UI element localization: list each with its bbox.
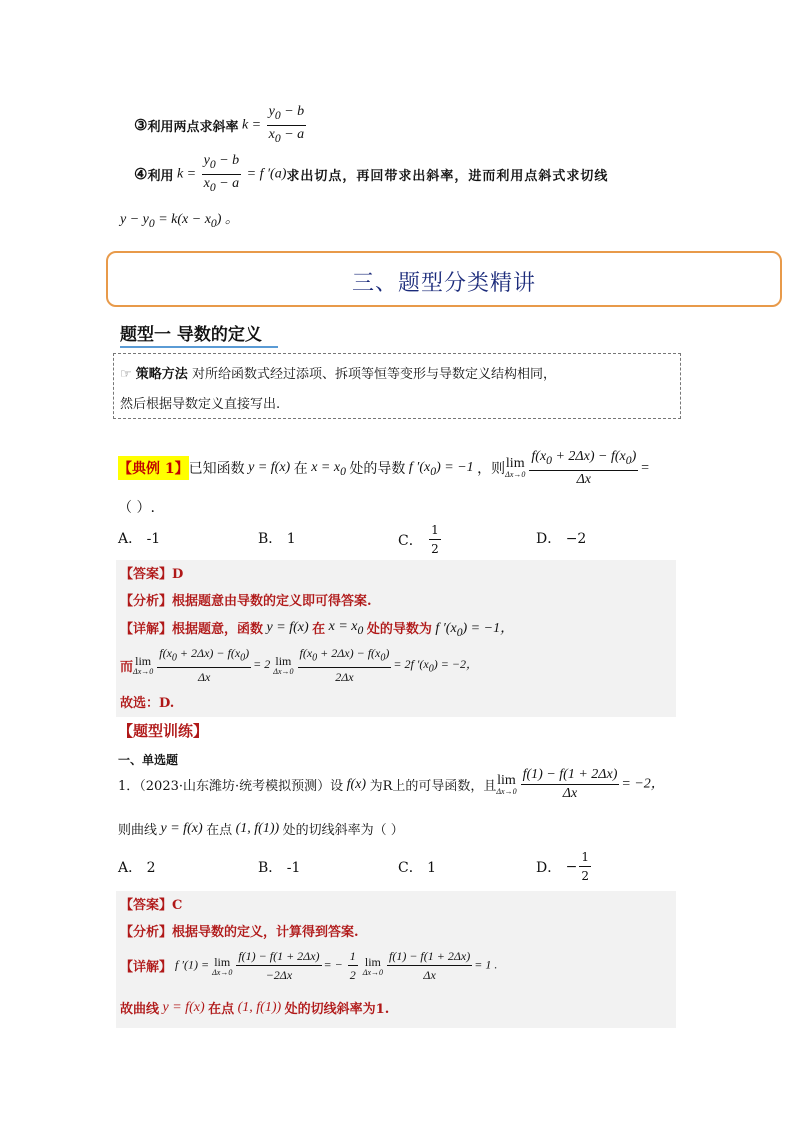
training-subtitle: 一、单选题 (118, 753, 179, 767)
item-3-label: 利用两点求斜率 (147, 119, 239, 135)
option-d-key: D． (536, 531, 562, 547)
q1-line-1 (118, 767, 665, 802)
derivative-value: f $'(x_0) = -1$ (405, 459, 478, 478)
option-a-value: -1 (146, 531, 161, 547)
detail-derivative: f $'(x_0) = -1$， (431, 621, 515, 639)
item-4 (134, 153, 608, 196)
circled-4-icon: ④ (134, 165, 148, 184)
fx-expr: y = f(x) (244, 460, 294, 476)
q1-conclusion-b: 在点 (208, 1002, 235, 1017)
strategy-line-1: 对所给函数式经过添项、拆项等恒等变形与导数定义结构相同， (191, 367, 556, 382)
example-answer (120, 563, 183, 582)
option-d[interactable] (536, 528, 586, 548)
q1-option-d-key: D． (536, 859, 562, 876)
detail-x0: $x = x_0$ (325, 619, 364, 637)
q1-option-c-value: 1 (427, 860, 437, 876)
q1-answer (120, 894, 182, 913)
q1-conclusion (120, 998, 389, 1017)
q1-prefix: 1．（2023·山东潍坊·统考模拟预测）设 (118, 779, 344, 794)
example-tag-num: 1 (164, 461, 175, 478)
strategy-label: 策略方法 (135, 367, 188, 382)
section-header-box (106, 251, 782, 307)
circled-3-icon: ③ (134, 116, 148, 135)
example-tag-open: 【典例 (118, 461, 160, 478)
q1-detail-label: 【详解】 (120, 960, 173, 975)
analysis-label: 【分析】 (120, 594, 173, 609)
item-4-text: 求出切点，再回带求出斜率，进而利用点斜式求切线 (286, 168, 609, 184)
q1-mid: 为R上的可导函数，且 (369, 779, 497, 794)
detail-fx: y = f(x) (263, 619, 313, 635)
q1-conclusion-curve: y = f(x) (159, 999, 209, 1015)
derivation-er: 而 (120, 659, 134, 675)
option-a-key: A． (118, 531, 143, 547)
detail-text-a: 根据题意，函数 (172, 622, 264, 638)
derivation-formula: lim Δx→0 $\frac{f(x_0 + 2\Delta x) - f(x_0)}{\Delta x}$ = 2 lim Δx→0 $\frac{f(x_0 + 2\Delta x) - f(x_0)}{2\Delta x}$ = 2f $'(x_0) = -2$， (133, 646, 478, 685)
detail-text-c: 处的导数为 (366, 622, 432, 638)
q1-analysis-text: 根据导数的定义，计算得到答案. (172, 925, 359, 940)
section-title: 三、题型分类精讲 (351, 271, 536, 296)
q1-conclusion-c: 处的切线斜率为1. (284, 1002, 390, 1017)
tangent-line-formula: $y - y_0 = k(x - x_0)$ 。 (120, 212, 239, 230)
q1-line2-b: 在点 (206, 823, 233, 838)
q1-option-c[interactable] (398, 857, 436, 877)
q1-conclusion-a: 故曲线 (120, 1002, 160, 1017)
example-detail (120, 617, 514, 639)
answer-value: D (172, 567, 184, 582)
item-4-label: 利用 (147, 168, 174, 184)
strategy-line-2: 然后根据导数定义直接写出. (120, 397, 281, 412)
option-c-key: C． (398, 532, 423, 549)
type-title: 题型一 导数的定义 (120, 320, 278, 348)
limit-expr: lim Δx→0 $\frac{f(x_0 + 2\Delta x) - f(x_0)}{\Delta x}$ = (505, 449, 650, 487)
example-derivation (120, 645, 478, 685)
item-3 (134, 104, 308, 147)
q-text-c: 处的导数 (349, 461, 406, 478)
answer-label: 【答案】 (120, 567, 173, 582)
option-d-value: −2 (565, 531, 587, 547)
q1-option-b-value: -1 (286, 860, 301, 876)
q1-option-a[interactable] (118, 857, 156, 877)
q1-point: (1, f(1)) (232, 820, 283, 836)
training-title: 【题型训练】 (118, 722, 209, 740)
q1-analysis (120, 921, 359, 940)
q1-detail (120, 948, 497, 983)
q1-options (118, 850, 618, 887)
q1-line-2 (118, 819, 404, 838)
q1-answer-value: C (172, 898, 183, 913)
q1-option-a-key: A． (118, 860, 143, 876)
q1-limit: lim Δx→0 $\frac{f(1) - f(1 + 2\Delta x)}{\Delta x}$ = −2， (496, 767, 665, 801)
example-tag (118, 456, 189, 480)
q1-curve: y = f(x) (157, 820, 207, 836)
example-conclusion: 故选：D. (120, 696, 175, 711)
q1-analysis-label: 【分析】 (120, 925, 173, 940)
q-text-a: 已知函数 (188, 461, 245, 478)
q1-option-b[interactable] (258, 857, 300, 877)
example-tag-close: 】 (174, 461, 189, 478)
q1-detail-formula: f ′(1) = lim Δx→0 $\frac{f(1) - f(1 + 2\Delta x)}{-2\Delta x}$ = − $\frac{1}{2}$ lim Δx→0 $\frac{f(1) - f(1 + 2\Delta x)}{\Delta x}$ = 1 . (172, 949, 498, 982)
item-4-formula: k = $\frac{y_0 - b}{x_0 - a}$ = f ′(a) (173, 153, 287, 194)
hand-pointer-icon: ☞ (120, 367, 132, 382)
example-analysis (120, 590, 372, 609)
q1-option-d[interactable]: D． − $\frac{1}{2}$ (536, 850, 590, 883)
example-question (118, 449, 650, 488)
q1-option-d-value: $\frac{1}{2}$ (581, 850, 590, 883)
example-paren: （ ）. (118, 500, 155, 516)
q1-answer-label: 【答案】 (120, 898, 173, 913)
q1-line2-a: 则曲线 (118, 823, 158, 838)
option-c[interactable] (398, 522, 443, 557)
x-eq-x0: $x = x_0$ (307, 459, 346, 478)
analysis-text: 根据题意由导数的定义即可得答案. (172, 594, 372, 609)
strategy-box (113, 353, 681, 419)
option-b[interactable] (258, 528, 296, 548)
detail-text-b: 在 (312, 622, 326, 638)
q1-line2-c: 处的切线斜率为（ ） (282, 823, 404, 838)
q1-option-a-value: 2 (146, 860, 156, 876)
option-c-value: $\frac{1}{2}$ (431, 523, 439, 556)
option-b-key: B． (258, 531, 283, 547)
q1-option-b-key: B． (258, 860, 283, 876)
q1-conclusion-point: (1, f(1)) (234, 999, 285, 1015)
q1-fx: f(x) (343, 776, 370, 792)
option-b-value: 1 (286, 531, 296, 547)
q1-option-c-key: C． (398, 860, 423, 876)
q-text-b: 在 (293, 461, 308, 478)
option-a[interactable] (118, 528, 160, 548)
example-options (118, 523, 618, 556)
detail-label: 【详解】 (120, 622, 173, 638)
slope-formula: k = $\frac{y_0 - b}{x_0 - a}$ (238, 104, 305, 145)
q-text-d: ，则 (477, 461, 506, 478)
